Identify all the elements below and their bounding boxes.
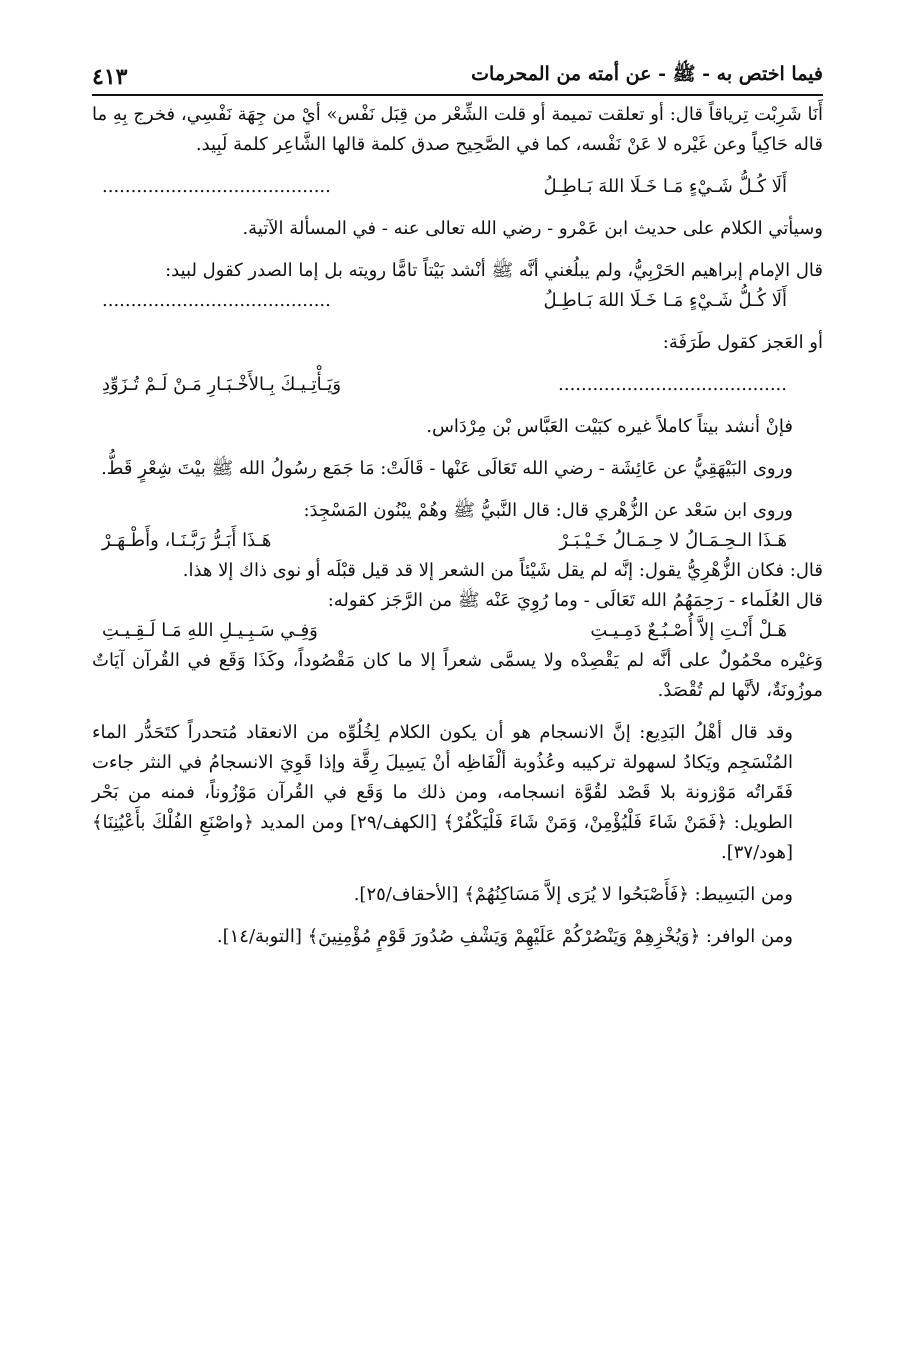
verse-first-hemistich: أَلَا كُـلُّ شَـيْءٍ مَـا خَـلَا اللهَ بَـاطِـلُ — [543, 290, 787, 311]
paragraph: وَغيْره محْمُولٌ على أنَّه لم يَقْصِدْه ولا يسمَّى شعراً إلا ما كان مَقْصُوداً، وكَذَا وَقَع في القُرآن آيَاتٌ موزُونَةٌ، لأنَّها لم تُقْصَدْ. — [92, 650, 823, 701]
paragraph: قال: فكان الزُّهْرِيُّ يقول: إنَّه لم يقل شَيْئاً من الشعر إلا قد قيل قبْلَه أو نوى ذاك إلا هذا. — [182, 560, 823, 581]
header-title: فيما اختص به - ﷺ - عن أمته من المحرمات — [471, 63, 823, 85]
verse-line — [92, 286, 823, 316]
page-number: ٤١٣ — [92, 64, 128, 90]
verse-second-hemistich: وَفِـي سَـبِـيـلِ اللهِ مَـا لَـقِـيـتِ — [102, 620, 318, 641]
paragraph: أو العَجز كقول طَرَفَة: — [662, 332, 823, 353]
verse-line — [92, 616, 823, 646]
paragraph: وقد قال أهْلُ البَدِيع: إنَّ الانسجام هو أن يكون الكلام لِخُلُوِّه من الانعقاد مُتحدراً كتَحَدُّر الماء المُنْسَجِم ويَكادُ لسهولة تركيبه وعُذُوبة ألْفَاظِه أنْ يَسِيلَ رِقَّة وإذا قَوِيَ الانسجامُ في النثر جاءت فَقَراتُه مَوْزونة بلا قَصْد لقُوَّة انسجامه، ومن ذلك ما وَقَع في القُرآن مَوْزُوناً، فمنه من بَحْر الطويل: ﴿فَمَنْ شَاءَ فَلْيُؤْمِنْ، وَمَنْ شَاءَ فَلْيَكْفُرْ﴾ [الكهف/٢٩] ومن المديد ﴿واصْنَعِ الفُلْكَ بأَعْيُنِنَا﴾ [هود/٣٧]. — [92, 722, 793, 863]
paragraph: وسيأتي الكلام على حديث ابن عَمْرو - رضي الله تعالى عنه - في المسألة الآتية. — [242, 218, 823, 239]
paragraph: أَنَا شَرِبْت تِرياقاً قال: أو تعلقت تميمة أو قلت الشِّعْر من قِبَل نَفْس» أيْ من جِهَة نَفْسِي، فخرج بِهِ ما قاله حَاكِياً وعن غَيْره لا عَنْ نَفْسه، كما في الصَّحِيح صدق كلمة قالها الشَّاعِر كلمة لَبِيد. — [92, 104, 823, 155]
page-body — [92, 100, 823, 952]
verse-first-hemistich: ........................................ — [558, 374, 787, 395]
verse-line — [92, 526, 823, 556]
verse-second-hemistich: ........................................ — [102, 176, 331, 197]
paragraph: فإنْ أنشد بيتاً كاملاً غيره كبَيْت العَبَّاس بْن مِرْدَاس. — [426, 416, 793, 437]
paragraph: قال العُلَماء - رَحِمَهُمُ الله تَعَالَى - وما رُوِيَ عَنْه ﷺ من الرَّجَز كقوله: — [327, 590, 823, 611]
verse-first-hemistich: هَـذَا الـحِـمَـالُ لا حِـمَـالُ خَـيْـبَـرْ — [559, 530, 787, 551]
paragraph: قال الإمام إبراهيم الحَرْبِيُّ، ولم يبلُغني أنَّه ﷺ أنْشد بَيْتاً تامًّا رويته بل إما الصدر كقول لبيد: — [165, 260, 823, 281]
paragraph: ومن الوافر: ﴿وَيُخْزِهِمْ وَيَنْصُرْكُمْ عَلَيْهِمْ وَيَشْفِ صُدُورَ قَوْمٍ مُؤْمِنِينَ﴾ [التوبة/١٤]. — [216, 926, 793, 947]
verse-second-hemistich: ........................................ — [102, 290, 331, 311]
verse-line — [92, 370, 823, 400]
paragraph: وروى البَيْهَقِيُّ عن عَائِشَة - رضي الله تَعَالَى عَنْها - قَالَتْ: مَا جَمَع رسُولُ الله ﷺ بيْتَ شِعْرٍ قَطُّ. — [101, 458, 793, 479]
running-header — [92, 54, 823, 96]
paragraph: ومن البَسِيط: ﴿فَأَصْبَحُوا لا يُرَى إلاَّ مَسَاكِنُهُمْ﴾ [الأحقاف/٢٥]. — [353, 884, 793, 905]
verse-line — [92, 172, 823, 202]
paragraph: وروى ابن سَعْد عن الزُّهْري قال: قال النَّبيُّ ﷺ وهُمْ يبْنُون المَسْجِدَ: — [303, 500, 793, 521]
verse-second-hemistich: وَيَـأْتِـيـكَ بِـالأَخْـبَـارِ مَـنْ لَـمْ تُـزَوِّدِ — [102, 374, 342, 395]
verse-first-hemistich: هَـلْ أَنْـتِ إلاَّ أُصْـبُـعٌ دَمِـيـتِ — [590, 620, 787, 641]
verse-second-hemistich: هَـذَا أَبَـرُّ رَبَّـنَـا، وأَطْـهَـرْ — [102, 530, 272, 551]
verse-first-hemistich: أَلَا كُـلُّ شَـيْءٍ مَـا خَـلَا اللهَ بَـاطِـلُ — [543, 176, 787, 197]
